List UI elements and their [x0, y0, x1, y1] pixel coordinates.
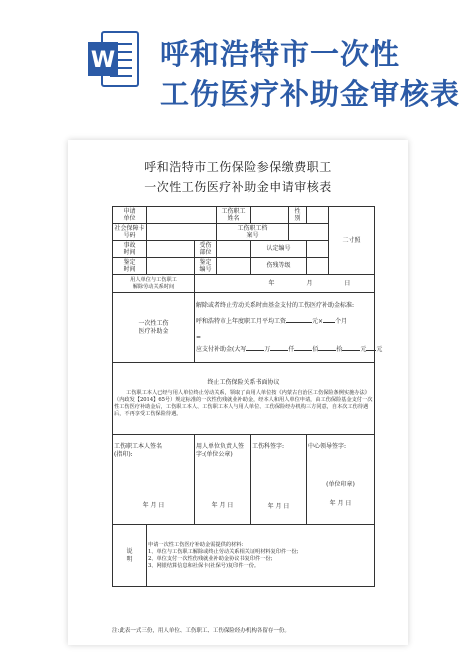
- field-relation-end-date[interactable]: [195, 275, 375, 293]
- remarks-item: 1、单位与工伤职工解除或终止劳动关系相关证明材料复印件一份;: [148, 548, 299, 555]
- amount-yuan-input[interactable]: [342, 345, 360, 351]
- banner: [0, 0, 474, 125]
- injury-dept-sign-date: 年 月 日: [267, 502, 290, 510]
- field-gender[interactable]: [307, 207, 329, 224]
- injury-dept-signature-cell[interactable]: [251, 435, 307, 525]
- day-label: 日: [344, 279, 351, 287]
- employer-signature-label: 用人单位负责人签 字:(单位公章): [196, 443, 245, 458]
- calc-intro: 解除或者终止劳动关系时由基金支付的工伤医疗补助金标准:: [196, 301, 355, 309]
- svg-text:W: W: [90, 48, 116, 73]
- banner-title-line2: 工伤医疗补助金审核表: [160, 77, 461, 111]
- months-input[interactable]: [323, 317, 335, 323]
- center-leader-signature-label: 中心领导签字:: [308, 443, 347, 450]
- footer-note: 注:此表一式三份，用人单位、工伤职工、工伤保险经办机构各留存一份。: [112, 628, 290, 634]
- remarks-item: 申请一次性工伤医疗补助金需提供的材料:: [148, 541, 244, 548]
- termination-agreement: [113, 363, 375, 435]
- doc-title-line2: 一次性工伤医疗补助金申请审核表: [144, 180, 332, 194]
- label-file-number: 工伤职工档 案号: [217, 224, 289, 241]
- field-file-number[interactable]: [289, 224, 329, 241]
- month-label: 月: [306, 279, 313, 287]
- document-page: [68, 140, 408, 645]
- field-appraisal-time[interactable]: [147, 258, 195, 275]
- field-cert-number[interactable]: [307, 241, 329, 258]
- employer-signature-cell[interactable]: [195, 435, 251, 525]
- doc-title-line1: 呼和浩特市工伤保险参保缴费职工: [144, 160, 332, 174]
- field-unit[interactable]: [147, 207, 217, 224]
- calc-equals: =: [196, 333, 202, 341]
- worker-sign-date: 年 月 日: [142, 502, 165, 509]
- label-social-security-card: 社会保障卡 号码: [114, 224, 145, 239]
- label-gender: 性 别: [289, 207, 307, 224]
- center-leader-signature-cell[interactable]: [307, 435, 375, 525]
- amount-qian-input[interactable]: [270, 345, 288, 351]
- label-worker-name: 工伤职工 姓名: [217, 207, 251, 224]
- injury-dept-signature-label: 工伤科签字:: [252, 443, 285, 450]
- remarks-item: 2、单位支付一次性伤残就业补助金协议书复印件一份;: [148, 555, 273, 562]
- field-injured-part[interactable]: [217, 241, 251, 258]
- photo-box: 二寸照: [329, 207, 375, 275]
- calc-line1: 呼和浩特市上年度职工月平均工资 元× 个月: [196, 318, 348, 325]
- field-appraisal-number[interactable]: [217, 258, 251, 275]
- label-cert-number: 认定编号: [251, 241, 307, 258]
- employer-sign-date: 年 月 日: [211, 502, 234, 509]
- amount-total-input[interactable]: [366, 345, 376, 351]
- label-injured-part: 受伤 部位: [195, 241, 217, 258]
- application-form-table: [112, 206, 383, 587]
- worker-signature-label: 工伤职工本人签名 (指印):: [114, 443, 163, 458]
- agreement-body: 工伤职工本人已经与用人单位终止劳动关系，领取了由用人单位按《内蒙古自治区工伤保险条例实施办法》（内政发【2014】65号）规定标准的一次性伤残就业补助金，经本人和用人单位申请，由工伤保险基金支付一次性工伤医疗补助金后，工伤职工本人、工伤职工本人与用人单位、工伤保险经办机构三方同意，自本次工伤待遇后，不再享受工伤保险待遇。: [114, 390, 373, 418]
- banner-title-line1: 呼和浩特市一次性: [160, 37, 401, 71]
- label-appraisal-time: 鉴定 时间: [113, 258, 147, 275]
- center-sign-date: 年 月 日: [329, 500, 352, 507]
- field-worker-name[interactable]: [251, 207, 289, 224]
- field-social-security-card[interactable]: [147, 224, 217, 241]
- subsidy-calculation: [195, 293, 383, 363]
- remarks-list: [147, 525, 375, 587]
- year-label: 年: [268, 279, 275, 287]
- label-accident-time: 事故 时间: [113, 241, 147, 258]
- field-accident-time[interactable]: [147, 241, 195, 258]
- label-remarks: 说 明: [113, 525, 147, 587]
- label-medical-subsidy: 一次性工伤 医疗补助金: [113, 293, 195, 363]
- word-document-icon: [88, 28, 140, 90]
- calc-line2: 应支付补助金(大写 万 仟 佰 拾 元 元: [196, 346, 383, 353]
- label-disability-level: 伤残等级: [251, 258, 307, 275]
- avg-wage-input[interactable]: [286, 317, 312, 323]
- worker-signature-cell[interactable]: [113, 435, 195, 525]
- label-relation-end-time: 用人单位与工伤职工 解除劳动关系时间: [113, 275, 195, 293]
- label-unit: 申请 单位: [113, 207, 147, 224]
- amount-shi-input[interactable]: [318, 345, 336, 351]
- center-seal-label: (单位印章): [326, 480, 355, 488]
- agreement-title: 终止工伤保险关系书面协议: [207, 378, 280, 386]
- remarks-item: 3、网银结算信息和社保卡(社保号)复印件一份。: [148, 562, 260, 569]
- label-appraisal-number: 鉴定 编号: [195, 258, 217, 275]
- amount-bai-input[interactable]: [294, 345, 312, 351]
- field-disability-level[interactable]: [307, 258, 329, 275]
- amount-wan-input[interactable]: [246, 345, 264, 351]
